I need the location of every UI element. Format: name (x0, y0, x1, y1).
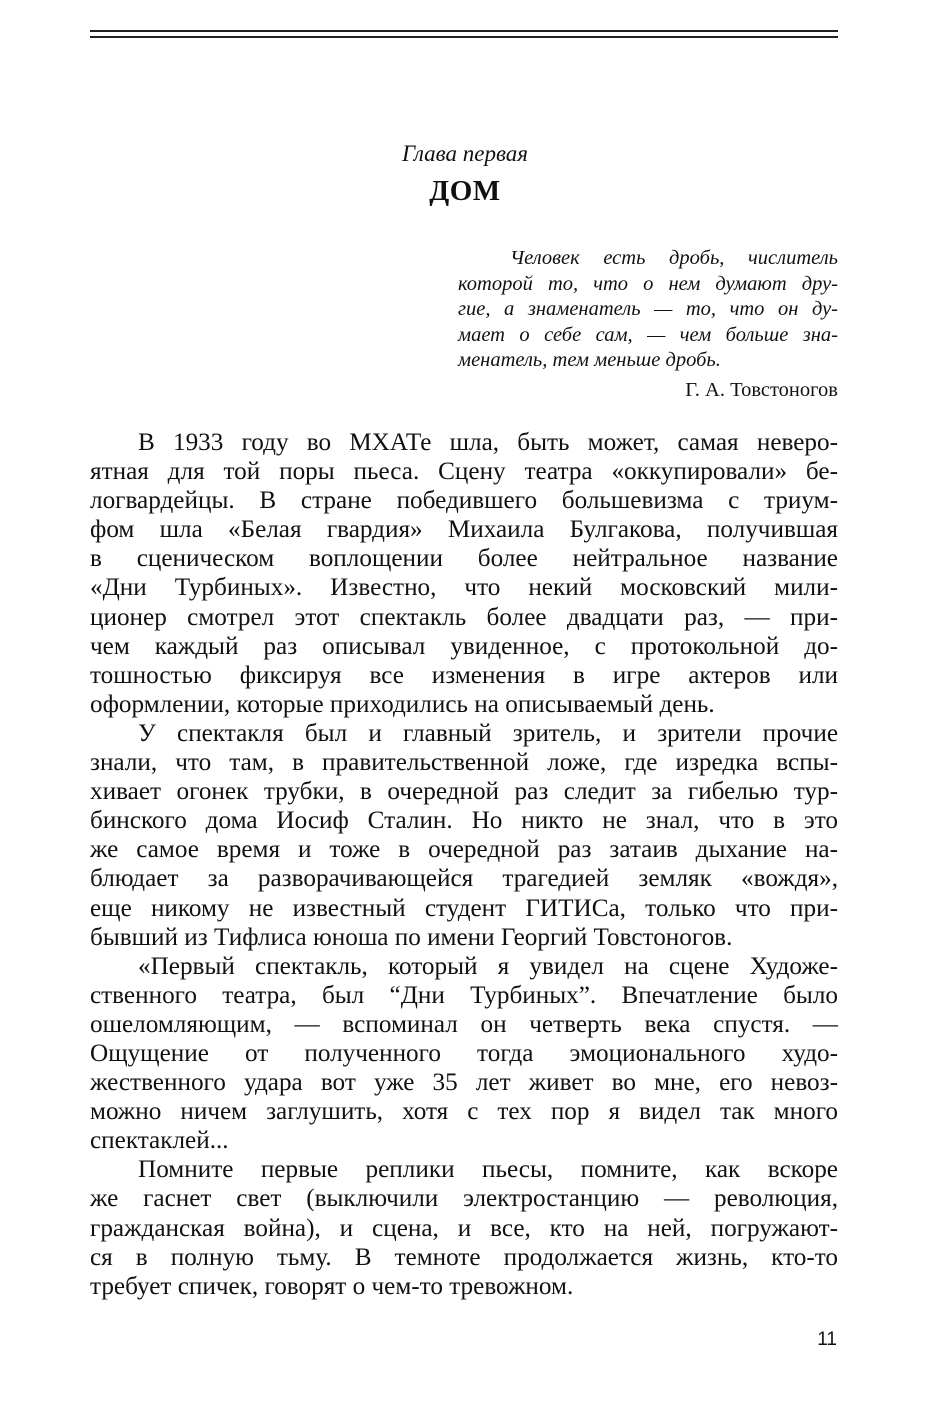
header-rule-bottom (90, 36, 838, 38)
text-line: знали, что там, в правительственной ложе, где изредка вспы- (90, 749, 838, 777)
text-line: тошностью фиксируя все изменения в игре актеров или (90, 661, 838, 689)
text-line: логвардейцы. В стране победившего большевизма с триум- (90, 487, 838, 515)
text-line: блюдает за разворачивающейся трагедией земляк «вождя», (90, 865, 838, 893)
text-line: же самое время и тоже в очередной раз затаив дыхание на- (90, 836, 838, 864)
paragraph-4 (90, 1155, 838, 1300)
text-line: ошеломляющим, — вспоминал он четверть века спустя. — (90, 1010, 838, 1038)
text-line: ственного театра, был “Дни Турбиных”. Впечатление было (90, 981, 838, 1009)
text-line: «Первый спектакль, который я увидел на сцене Художе- (138, 952, 838, 980)
text-line: фом шла «Белая гвардия» Михаила Булгакова, получившая (90, 516, 838, 544)
text-line: У спектакля был и главный зритель, и зрители прочие (138, 719, 838, 747)
page-number: 11 (817, 1329, 837, 1350)
text-line: ционер смотрел этот спектакль более двадцати раз, — при- (90, 603, 838, 631)
text-line: хивает огонек трубки, в очередной раз следит за гибелью тур- (90, 778, 838, 806)
chapter-title: ДОМ (429, 175, 501, 207)
epigraph-line: мает о себе сам, — чем больше зна- (458, 323, 838, 346)
text-line: чем каждый раз описывал увиденное, с протокольной до- (90, 632, 838, 660)
text-line: ятная для той поры пьеса. Сцену театра «оккупировали» бе- (90, 458, 838, 486)
text-line: ся в полную тьму. В темноте продолжается жизнь, кто-то (90, 1243, 838, 1271)
text-line: бывший из Тифлиса юноша по имени Георгий Товстоногов. (90, 923, 733, 951)
body-text (90, 428, 838, 1301)
text-line: жественного удара вот уже 35 лет живет во мне, его невоз- (90, 1069, 838, 1097)
header-rule-top (90, 30, 838, 32)
text-line: требует спичек, говорят о чем-то тревожном. (90, 1272, 574, 1300)
epigraph (458, 246, 838, 403)
epigraph-line: менатель, тем меньше дробь. (458, 349, 721, 372)
text-line: бинского дома Иосиф Сталин. Но никто не знал, что в это (90, 807, 838, 835)
text-line: оформлении, которые приходились на описываемый день. (90, 690, 715, 718)
text-line: Ощущение от полученного тогда эмоционального худо- (90, 1039, 838, 1067)
paragraph-2 (90, 719, 838, 952)
chapter-label: Глава первая (402, 141, 528, 166)
text-line: можно ничем заглушить, хотя с тех пор я видел так много (90, 1098, 838, 1126)
text-line: «Дни Турбиных». Известно, что некий московский мили- (90, 574, 838, 602)
text-line: еще никому не известный студент ГИТИСа, только что при- (90, 894, 838, 922)
text-line: в сценическом воплощении более нейтральное название (90, 545, 838, 573)
epigraph-line: которой то, что о нем думают дру- (458, 272, 838, 295)
epigraph-author: Г. А. Товстоногов (685, 378, 838, 401)
text-line: гражданская война), и сцена, и все, кто на ней, погружают- (90, 1214, 838, 1242)
text-line: В 1933 году во МХАТе шла, быть может, самая неверо- (138, 429, 838, 456)
epigraph-line: Человек есть дробь, числитель (510, 247, 838, 269)
text-line: же гаснет свет (выключили электростанцию — революция, (90, 1185, 838, 1213)
text-line: Помните первые реплики пьесы, помните, как вскоре (138, 1156, 838, 1184)
epigraph-line: гие, а знаменатель — то, что он ду- (458, 298, 838, 321)
paragraph-1 (90, 428, 838, 719)
paragraph-3 (90, 952, 838, 1156)
text-line: спектаклей... (90, 1127, 229, 1155)
